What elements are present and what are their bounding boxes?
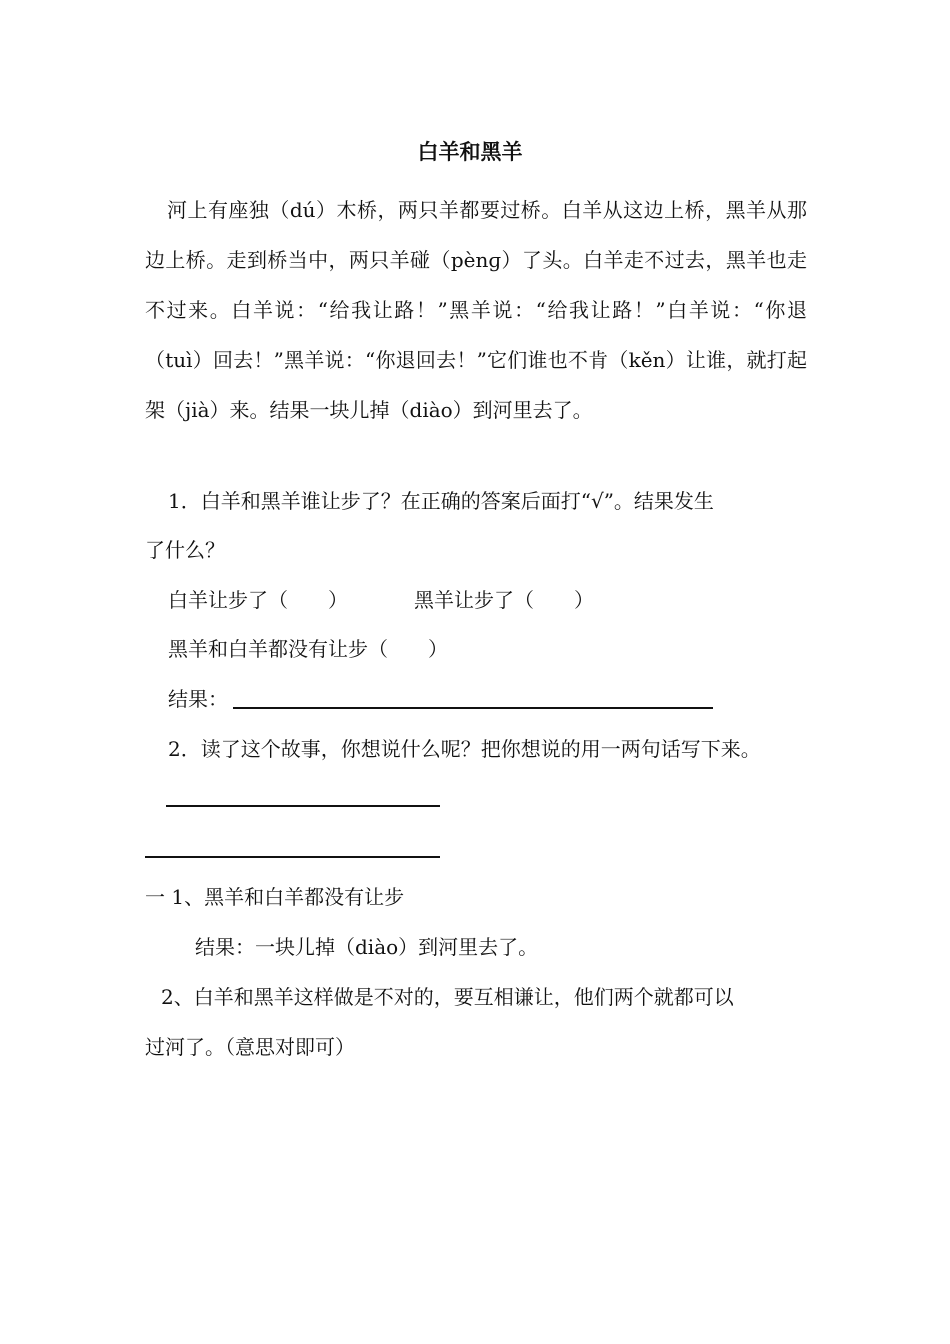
option-neither-yields: 黑羊和白羊都没有让步（ ） [168, 637, 448, 661]
answer-1-result: 结果：一块儿掉（diào）到河里去了。 [195, 935, 539, 959]
answer-2-line: 2、白羊和黑羊这样做是不对的，要互相谦让，他们两个就都可以 [161, 985, 734, 1009]
option-white-yields: 白羊让步了（ ） [168, 588, 348, 612]
writing-line-1 [166, 805, 440, 807]
writing-line-2 [145, 856, 440, 858]
story-paragraph: 河上有座独（dú）木桥，两只羊都要过桥。白羊从这边上桥，黑羊从那边上桥。走到桥当中，两只羊碰（pènɡ）了头。白羊走不过去，黑羊也走不过来。白羊说：“给我让路！”黑羊说：“给我让路！”白羊说：“你退（tuì）回去！”黑羊说：“你退回去！”它们谁也不肯（kěn）让谁，就打起架（jià）来。结果一块儿掉（diào）到河里去了。 [145, 198, 807, 422]
answer-1-line: 一 1、黑羊和白羊都没有让步 [145, 885, 405, 909]
option-black-yields: 黑羊让步了（ ） [414, 588, 594, 612]
result-answer-line [233, 707, 713, 709]
question-1-text-continued: 了什么？ [145, 538, 225, 562]
result-label: 结果： [168, 687, 228, 711]
answer-2-line-continued: 过河了。（意思对即可） [145, 1035, 355, 1059]
question-1-text: 1．白羊和黑羊谁让步了？在正确的答案后面打“√”。结果发生 [168, 489, 714, 513]
page-title: 白羊和黑羊 [417, 140, 523, 164]
question-2-text: 2．读了这个故事，你想说什么呢？把你想说的用一两句话写下来。 [168, 737, 761, 761]
